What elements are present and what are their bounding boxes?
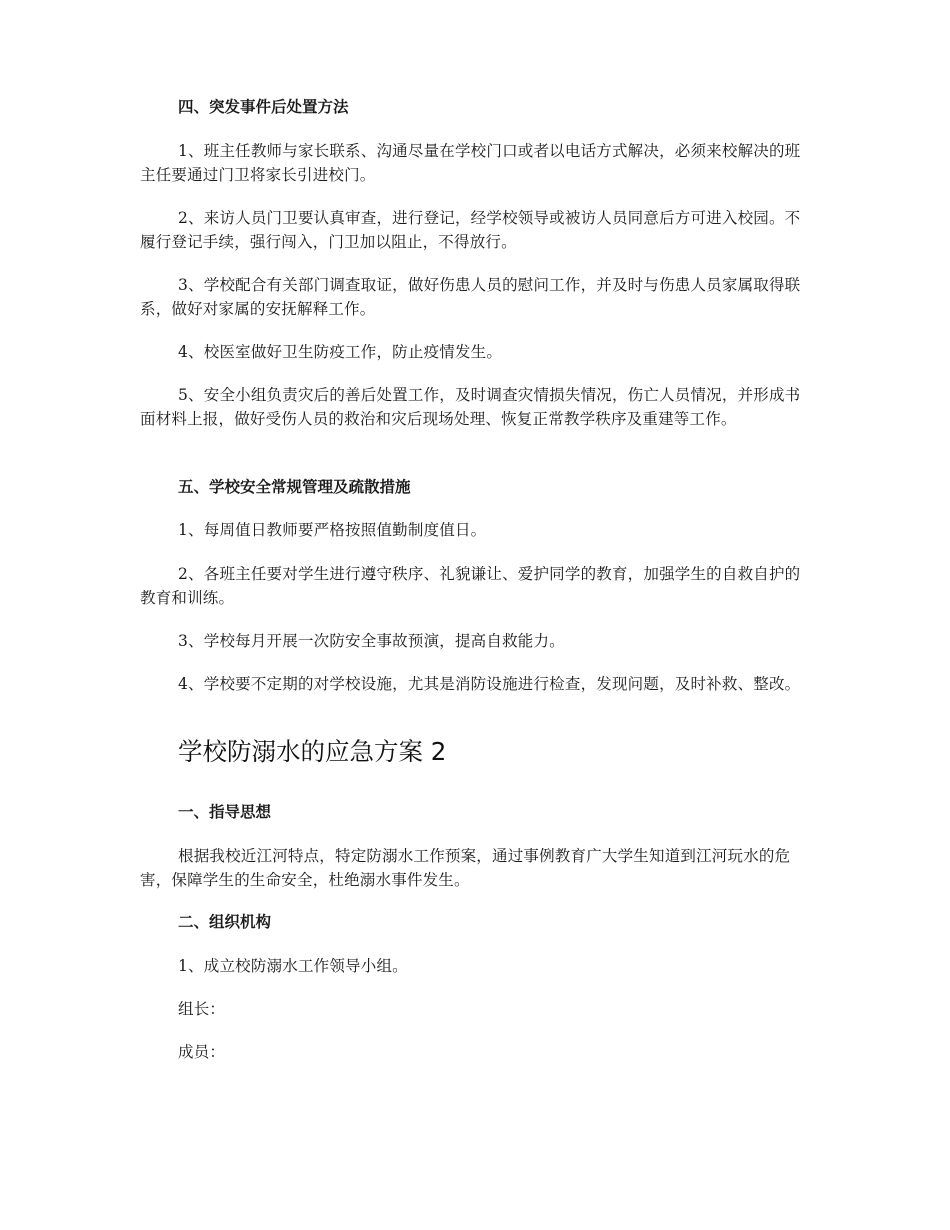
section-heading-4: 四、突发事件后处置方法 — [178, 98, 349, 116]
paragraph-5-2: 2、各班主任要对学生进行遵守秩序、礼貌谦让、爱护同学的教育，加强学生的自救自护的教育和训练。 — [140, 565, 801, 607]
section-heading-organization: 二、组织机构 — [178, 913, 272, 931]
section-heading-guiding: 一、指导思想 — [178, 803, 272, 821]
paragraph-4-2: 2、来访人员门卫要认真审查，进行登记，经学校领导或被访人员同意后方可进入校园。不履行登记手续，强行闯入，门卫加以阻止，不得放行。 — [140, 209, 801, 251]
paragraph-4-1: 1、班主任教师与家长联系、沟通尽量在学校门口或者以电话方式解决，必须来校解决的班主任要通过门卫将家长引进校门。 — [140, 142, 801, 184]
paragraph-5-3: 3、学校每月开展一次防安全事故预演，提高自救能力。 — [178, 632, 565, 650]
paragraph-members: 成员： — [178, 1043, 226, 1061]
paragraph-guiding: 根据我校近江河特点，特定防溺水工作预案，通过事例教育广大学生知道到江河玩水的危害，保障学生的生命安全，杜绝溺水事件发生。 — [140, 847, 791, 889]
paragraph-4-3: 3、学校配合有关部门调查取证，做好伤患人员的慰问工作，并及时与伤患人员家属取得联系，做好对家属的安抚解释工作。 — [140, 276, 801, 318]
paragraph-5-1: 1、每周值日教师要严格按照值勤制度值日。 — [178, 521, 487, 539]
paragraph-4-4: 4、校医室做好卫生防疫工作，防止疫情发生。 — [178, 343, 503, 361]
document-title: 学校防溺水的应急方案 2 — [178, 737, 447, 766]
paragraph-leader: 组长： — [178, 1000, 226, 1018]
paragraph-4-5: 5、安全小组负责灾后的善后处置工作，及时调查灾情损失情况，伤亡人员情况，并形成书面材料上报，做好受伤人员的救治和灾后现场处理、恢复正常教学秩序及重建等工作。 — [140, 386, 801, 428]
paragraph-5-4: 4、学校要不定期的对学校设施，尤其是消防设施进行检查，发现问题，及时补救、整改。 — [178, 675, 801, 693]
section-heading-5: 五、学校安全常规管理及疏散措施 — [178, 478, 411, 496]
paragraph-organization-1: 1、成立校防溺水工作领导小组。 — [178, 957, 408, 975]
